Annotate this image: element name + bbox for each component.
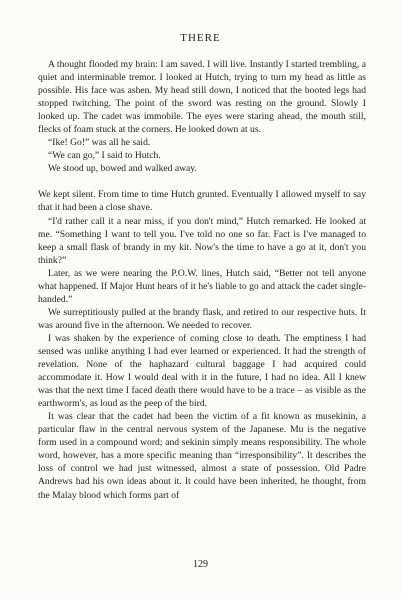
paragraph: We stood up, bowed and walked away. (48, 163, 197, 175)
paragraph: I was shaken by the experience of coming close to death. The emptiness I had sensed was unlike anything I had ever learned or experienced. It had the strength of revelation. None of the haphazard cultural baggage I had acquired could accommodate it. How I would deal with it in the future, I had no idea. All I knew was that the next time I faced death there would have to be a trace – as visible as the earthworm's, as loud as the peep of the bird. (38, 332, 366, 410)
paragraph: “Ike! Go!” was all he said. (48, 137, 151, 149)
paragraph: “We can go,” I said to Hutch. (48, 150, 161, 162)
paragraph: We surreptitiously pulled at the brandy flask, and retired to our respective huts. It was around five in the afternoon. We needed to recover. (38, 306, 366, 331)
paragraph: We kept silent. From time to time Hutch grunted. Eventually I allowed myself to say that it had been a close shave. (38, 189, 366, 214)
page-number: 129 (193, 559, 208, 570)
paragraph: A thought flooded my brain: I am saved. I will live. Instantly I started trembling, a quiet and interminable tremor. I looked at Hutch, trying to turn my head as little as possible. His face was ashen. My head still down, I noticed that the booted legs had stopped twitching. The point of the sword was resting on the ground. Slowly I looked up. The cadet was immobile. The eyes were staring ahead, the mouth still, flecks of foam stuck at the corners. He looked down at us. (38, 59, 366, 136)
running-head: THERE (180, 32, 221, 44)
paragraph: “I'd rather call it a near miss, if you don't mind,” Hutch remarked. He looked at me. “Something I want to tell you. I've told no one so far. Fact is I've managed to keep a small flask of brandy in my kit. Now's the time to have a go at it, don't you think?” (38, 215, 366, 266)
body-text (38, 58, 366, 502)
paragraph: Later, as we were nearing the P.O.W. lines, Hutch said, “Better not tell anyone what happened. If Major Hunt hears of it he's liable to go and attack the cadet single-handed.” (38, 267, 366, 305)
paragraph: It was clear that the cadet had been the victim of a fit known as musekinin, a particular flaw in the central nervous system of the Japanese. Mu is the negative form used in a compound word; and sekinin simply means responsibility. The whole word, however, has a more specific meaning than “irresponsibility”. It describes the loss of control we had just witnessed, almost a state of possession. Old Padre Andrews had his own ideas about it. It could have been inherited, he thought, from the Malay blood which forms part of (38, 411, 366, 501)
